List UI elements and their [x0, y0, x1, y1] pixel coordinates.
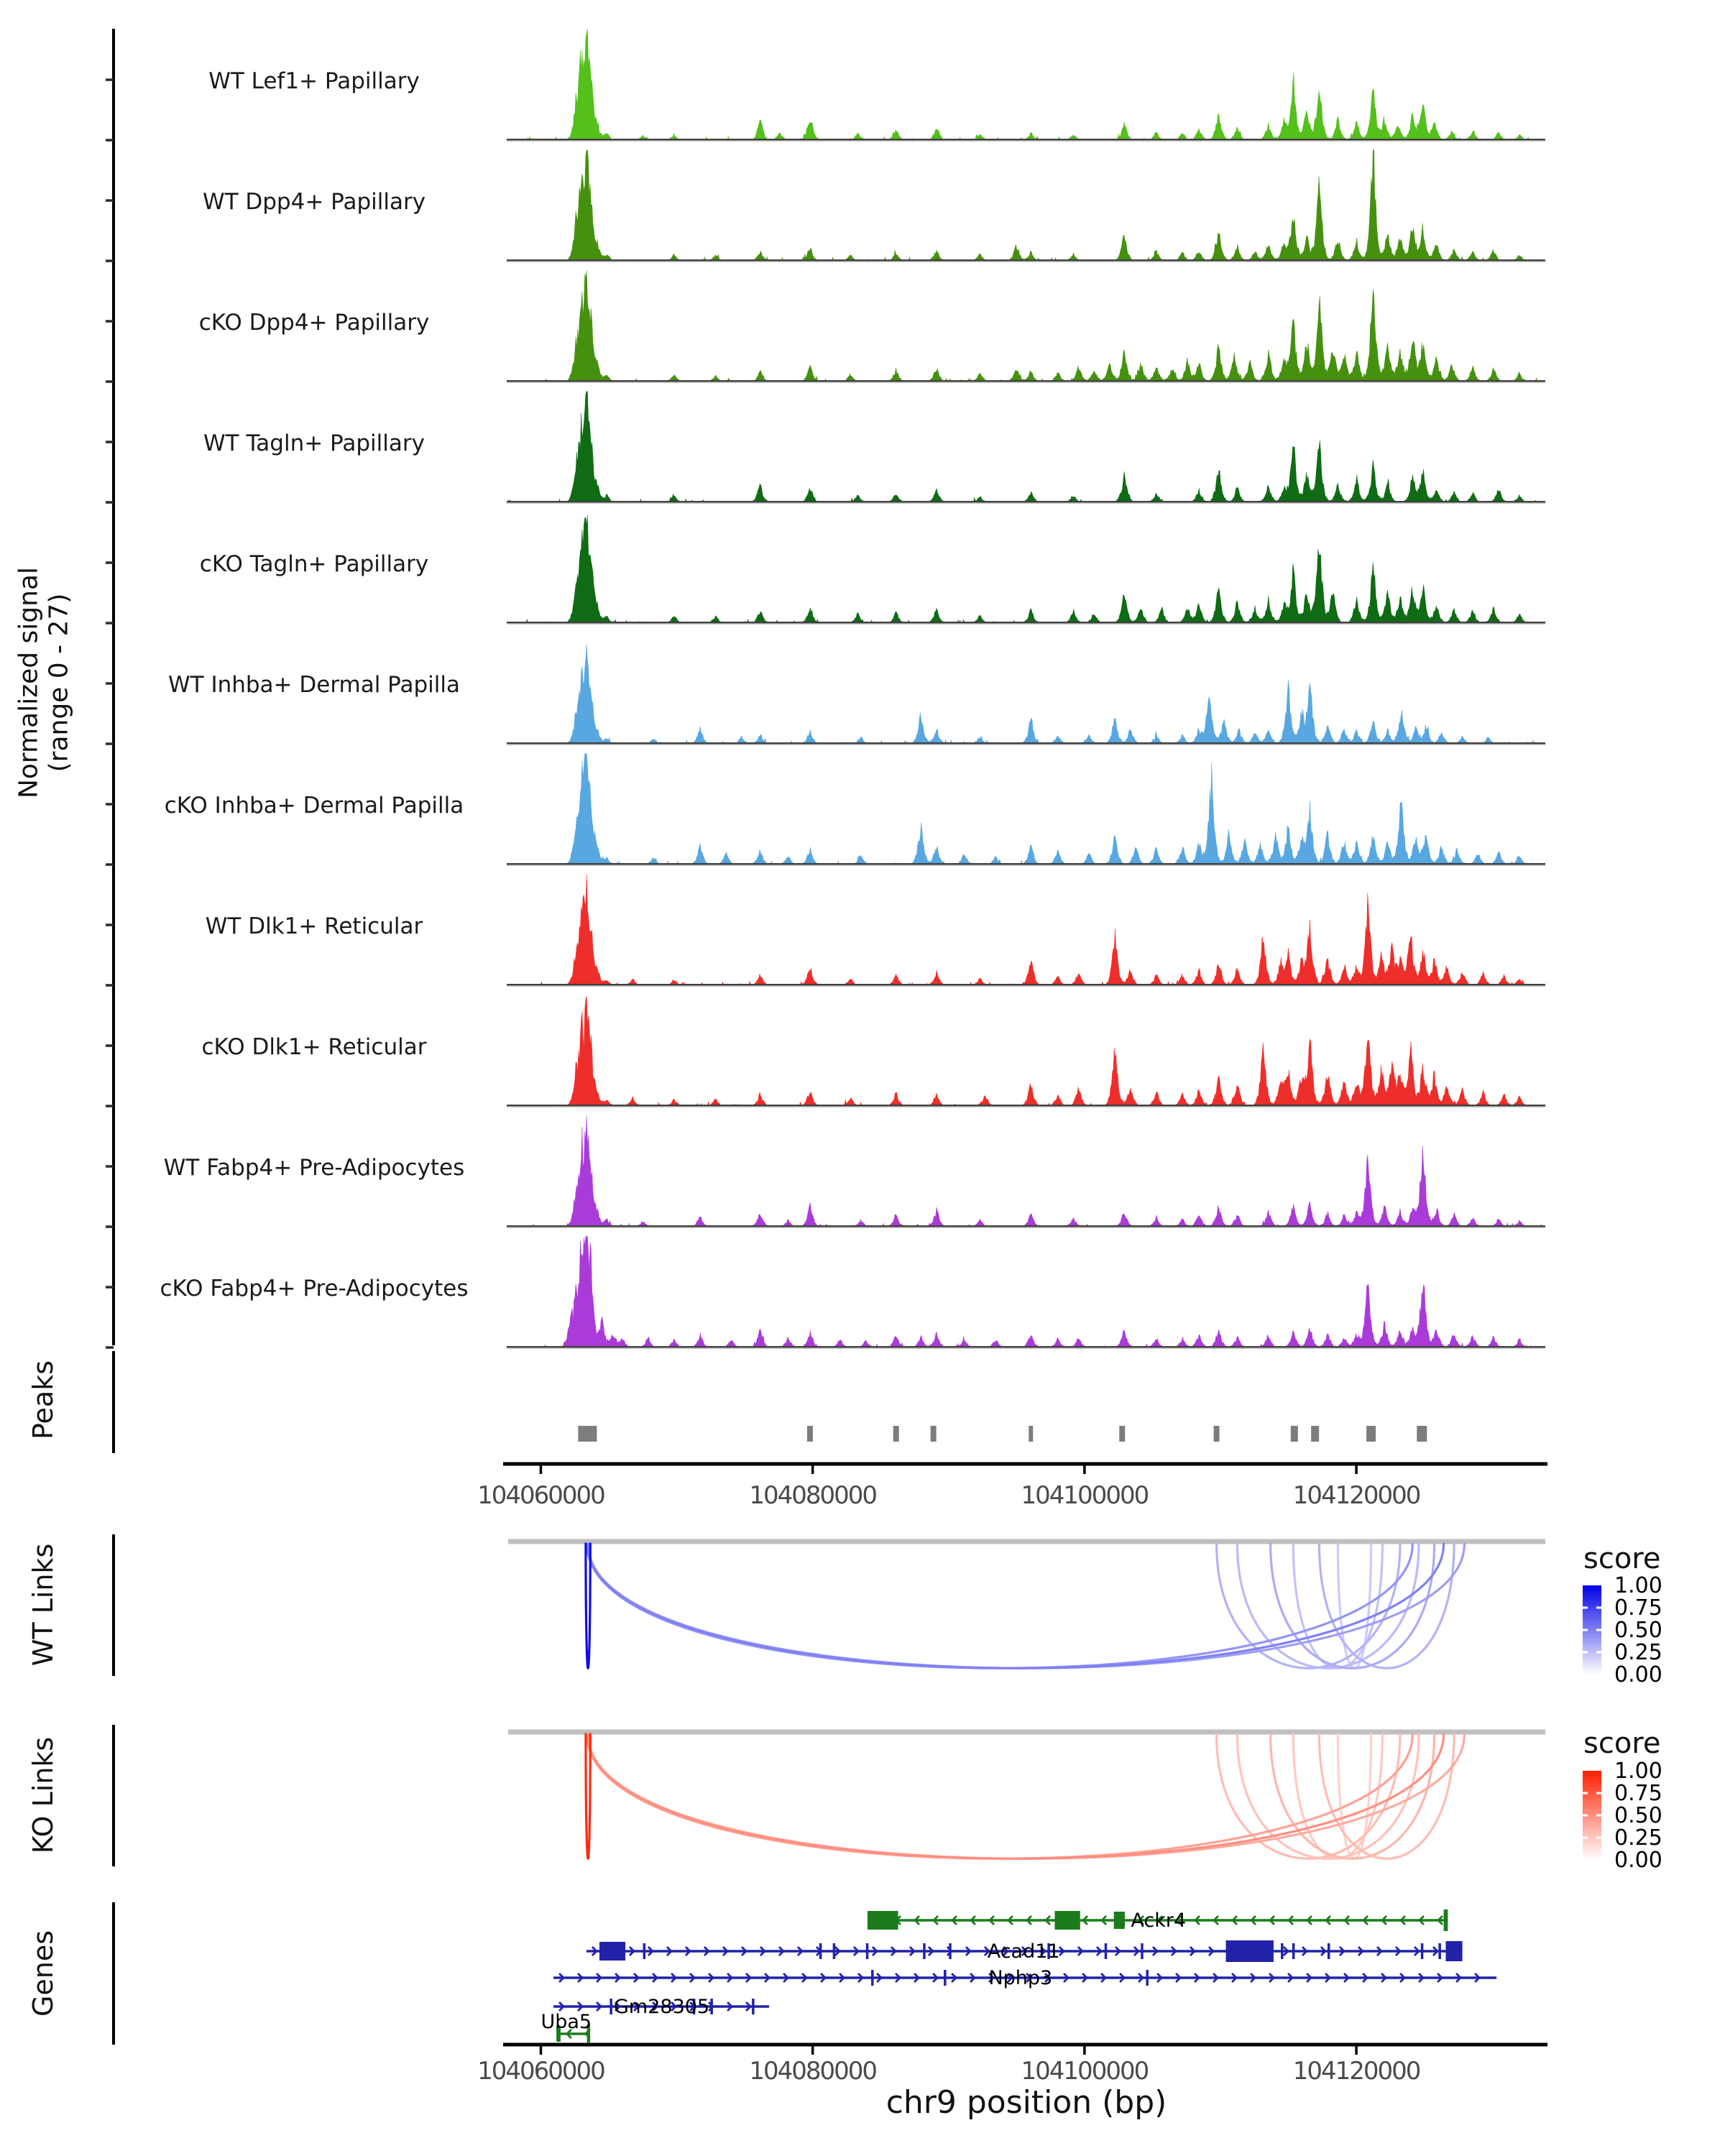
legend-bar-tick [1583, 1607, 1588, 1609]
coverage-track-label: WT Fabp4+ Pre-Adipocytes [163, 1155, 465, 1181]
gene-name-label: Nphp3 [988, 1967, 1053, 1989]
coverage-area-9 [508, 1116, 1545, 1227]
gene-name-label: Gm28305 [614, 1996, 710, 2018]
peak-box [807, 1426, 813, 1442]
ko-links-legend-title: score [1583, 1727, 1661, 1760]
coverage-track-label: cKO Tagln+ Papillary [199, 551, 429, 577]
gene-exon [1114, 1912, 1125, 1929]
coverage-track-label: WT Dlk1+ Reticular [205, 913, 423, 939]
gene-exon [610, 1999, 612, 2014]
legend-tick-label: 0.50 [1614, 1618, 1662, 1643]
legend-bar-tick [1596, 1651, 1601, 1654]
peak-box [578, 1426, 597, 1442]
gene-exon [944, 1970, 947, 1986]
gene-exon [833, 1943, 836, 1959]
y-axis-label-line2: (range 0 - 27) [44, 593, 74, 773]
peak-box [931, 1426, 937, 1442]
gene-exon [1141, 1943, 1144, 1959]
gene-exon [923, 1943, 926, 1959]
genome-axis-tick-label: 104060000 [477, 1481, 604, 1510]
legend-bar-tick [1596, 1837, 1601, 1839]
legend-tick-label: 0.00 [1614, 1662, 1662, 1687]
gene-name-label: Acad11 [987, 1940, 1060, 1963]
wt-links-legend-title: score [1583, 1542, 1661, 1575]
coverage-area-0 [508, 29, 1545, 141]
gene-exon [1328, 1943, 1330, 1959]
gene-exon [643, 1943, 646, 1959]
genome-axis-tick-label: 104120000 [1292, 2057, 1420, 2086]
coverage-track-label: cKO Dlk1+ Reticular [201, 1034, 427, 1060]
gene-exon [710, 1999, 713, 2014]
gene-exon [1444, 1909, 1448, 1931]
coverage-area-1 [508, 150, 1545, 262]
link-arc-wt [586, 1544, 590, 1668]
coverage-track-label: cKO Fabp4+ Pre-Adipocytes [160, 1276, 469, 1302]
genome-axis-tick-label: 104080000 [749, 1481, 877, 1510]
peaks-track-label: Peaks [27, 1360, 59, 1440]
genome-axis-tick-label: 104100000 [1021, 2057, 1149, 2086]
peak-box [1291, 1426, 1298, 1442]
legend-tick-label: 0.50 [1614, 1803, 1662, 1828]
legend-bar-tick [1596, 1792, 1601, 1795]
gene-exon [1281, 1943, 1284, 1959]
x-axis-title: chr9 position (bp) [886, 2084, 1167, 2121]
gene-exon [949, 1943, 952, 1959]
legend-tick-label: 0.25 [1614, 1825, 1662, 1851]
coverage-track-label: WT Inhba+ Dermal Papilla [168, 672, 460, 698]
genome-axis-tick-label: 104080000 [749, 2057, 877, 2086]
genome-axis-tick-label: 104100000 [1021, 1481, 1149, 1510]
gene-exon [1438, 1943, 1441, 1959]
genes-track-label: Genes [27, 1930, 59, 2017]
peak-box [1366, 1426, 1376, 1442]
gene-exon [1445, 1941, 1462, 1961]
legend-bar-tick [1583, 1651, 1588, 1654]
gene-exon [871, 1970, 874, 1986]
gene-exon [866, 1943, 869, 1959]
gene-exon [819, 1943, 822, 1959]
wt-links-track-label: WT Links [27, 1543, 59, 1667]
legend-tick-label: 0.75 [1614, 1595, 1662, 1621]
coverage-area-6 [508, 754, 1545, 865]
coverage-track-label: WT Lef1+ Papillary [208, 68, 420, 94]
legend-bar-tick [1596, 1607, 1601, 1609]
gene-exon [1226, 1940, 1274, 1962]
gene-exon [1054, 1911, 1080, 1930]
coverage-track-label: cKO Inhba+ Dermal Papilla [164, 793, 464, 819]
coverage-area-10 [508, 1237, 1545, 1348]
peak-box [1029, 1426, 1033, 1442]
legend-tick-label: 0.25 [1614, 1640, 1662, 1665]
coverage-track-label: WT Dpp4+ Papillary [202, 189, 426, 215]
legend-tick-label: 0.00 [1614, 1848, 1662, 1873]
link-arc-ko [587, 1734, 1413, 1858]
link-arc-wt [587, 1544, 1443, 1668]
coverage-area-8 [508, 996, 1545, 1106]
gene-exon [599, 1942, 625, 1961]
legend-bar-tick [1583, 1837, 1588, 1839]
peak-box [1119, 1426, 1125, 1442]
link-arc-ko [586, 1734, 590, 1858]
coverage-area-2 [508, 271, 1545, 382]
gene-exon [752, 1999, 755, 2014]
y-axis-label-line1: Normalized signal [14, 566, 44, 799]
coverage-area-3 [508, 392, 1545, 503]
coverage-area-7 [508, 875, 1545, 986]
link-arc-ko [588, 1734, 1464, 1858]
legend-tick-label: 1.00 [1614, 1573, 1662, 1598]
gene-exon [1146, 1970, 1149, 1986]
gene-name-label: Uba5 [540, 2011, 592, 2033]
link-arc-ko [587, 1734, 1443, 1858]
gene-exon [1292, 1943, 1295, 1959]
peak-box [1311, 1426, 1319, 1442]
legend-tick-label: 1.00 [1614, 1759, 1662, 1784]
legend-bar-tick [1583, 1815, 1588, 1817]
legend-bar-tick [1583, 1792, 1588, 1795]
gene-exon [1421, 1943, 1424, 1959]
peak-box [1417, 1426, 1427, 1442]
legend-bar-tick [1596, 1815, 1601, 1817]
peak-box [1214, 1426, 1220, 1442]
legend-bar-tick [1596, 1629, 1601, 1631]
link-arc-wt [588, 1544, 1464, 1668]
link-arc-wt [587, 1544, 1413, 1668]
ko-links-track-label: KO Links [27, 1736, 59, 1854]
coverage-track-label: cKO Dpp4+ Papillary [198, 310, 430, 336]
peak-box [893, 1426, 899, 1442]
gene-name-label: Ackr4 [1131, 1909, 1187, 1932]
legend-tick-label: 0.75 [1614, 1781, 1662, 1806]
genome-axis-tick-label: 104120000 [1292, 1481, 1420, 1510]
coverage-area-5 [508, 645, 1545, 744]
coverage-track-label: WT Tagln+ Papillary [203, 430, 425, 456]
coverage-area-4 [508, 515, 1545, 623]
gene-exon [868, 1911, 898, 1930]
gene-exon [1105, 1943, 1108, 1959]
genome-axis-tick-label: 104060000 [477, 2057, 604, 2086]
legend-bar-tick [1583, 1629, 1588, 1631]
